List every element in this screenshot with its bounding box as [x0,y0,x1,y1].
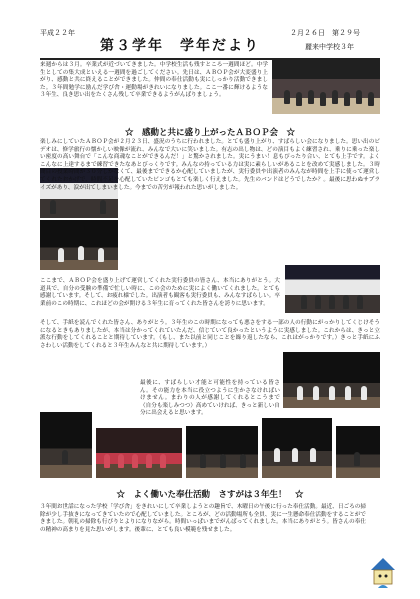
abop-paragraph-4: 最後に、すばらしい才能と可能性を持っている皆さん。その能力を本当に役立つように生かさなければいけません。まわりの人が感謝してくれるとこうまで（自分も楽しみつつ）高めていければ、きっと新しい自分に出会えると思います。 [140,380,280,417]
shrine-mascot-icon [368,556,398,590]
abop-teachers-band-photo [262,418,332,478]
abop-paragraph-1: 楽しみにしていたＡＢＯＰ会が２月２３日、盛況のうちに行われました。とても盛り上がり、すばらしい会になりました。思い出のビデオは、修学旅行の懐かしい映像が流れ、みんなで大いに笑いました。有志の出し物は、どの演目もよく練習され、乗りに乗った楽しい密度の高い舞台で「こんな商魂なことができるんだ！」と驚かされました。実にうまい！息もぴったり合い、とても上手です。よくこんなに上達するまで練習できたなあとびっくりです。みんなの持っている力は実に素らしいがあることを改めて実感しました。３時間目の授業時間が３０分しかなくて、最後までできるか心配していましたが、実行委員や出演者のみんなが時間を上手に使って運営してくれたおかげで、時間不足を心配していたビンゴもとても楽しく行えました。先生のバンドはどうでしたか？。最後に思わぬサプライズがあり、涙が出てしまいました。今までの苦労が報われた思いがしました。 [40,139,380,191]
issue-number: ２月２６日 第２９号 [290,29,360,37]
abop-paragraph-1-lead [40,139,380,191]
graduation-practice-photo [272,60,380,114]
school-name: 麗来中学校３年 [305,43,354,51]
abop-guitar-photo [336,426,380,478]
abop-stage-photo [285,265,380,313]
section-service-title: ☆ よく働いた奉仕活動 さすがは３年生！ ☆ [116,490,304,500]
service-paragraph: ３年間お世話になった学校「学び舎」をきれいにして卒業しようとの趣旨で、木曜日の午後に行った奉仕活動。最近、日ごろの掃除が少し手抜きになってきていたので心配していました。ところが、どの活動場所も全員、実に一生懸命奉仕活動をすることができました。朝礼の掃除も行ぴりとよりになりながら。時間いっぱいまでがんばってくれました。本当にありがとう。皆さんの奉仕の精神の高まりを見た思いがします。後輩に、とても良い模範を残せました。 [40,504,366,533]
abop-dance-photo [283,352,380,408]
newsletter-title: 第３学年 学年だより [100,38,260,54]
abop-performers-photo [186,426,258,478]
abop-band-photo [40,220,118,270]
abop-paragraph-3: そして、手紙を読んでくれた皆さん、ありがとう。３年生のこの時期になっても悪さをする一部の人の行動にがっかりしてくじけそうになるときもありましたが、本当は分かってくれていたんだ、信じていて良かったというように実感しました。これからは、きっと立派な行動をしてくれることと期待しています。（もし、また以前と同じことを繰り返したなら、これはがっかりです。）きっと手紙にふさわしい活動をしてくれると３年生みんなと共に期待しています。） [40,320,380,349]
abop-girls-dance-photo [96,428,182,478]
abop-paragraph-2: ここまで、ＡＢＯＰ会を盛り上げて運営してくれた実行委員の皆さん、本当にありがとう。大道具で、自分の受験の準備で忙しい時に、この会のために実によく働いてくれました。とても感謝しています。そして、お疲れ様でした。出演者も観客も実行委員も、みんなすばらしい。卒業前のこの時期に、これほどの会が開ける３年生に育ってくれた皆さんを誇りに思います。 [40,278,280,307]
header-date: 平成２２年 [40,29,75,37]
section-abop-title: ☆ 感動と共に盛り上がったＡＢＯＰ会 ☆ [124,128,295,138]
abop-solo-photo [40,412,92,478]
intro-paragraph: 来週からは３月。卒業式が近づいてきました。中学校生活も残すところ一週間ほど。中学生としての集大成といえる一週間を過ごしてください。先日は、ＡＢＯＰ会が大変盛り上がり、感動と共に終えることができました。仲間の奉仕活動も実にしっかり活動できました。３年間勉学に励んだ学び舎・運動場がきれいになりました。ここ一番に輝けるような３年生、良き思い出をたくさん残して卒業できるようがんばりましょう。 [40,62,268,99]
